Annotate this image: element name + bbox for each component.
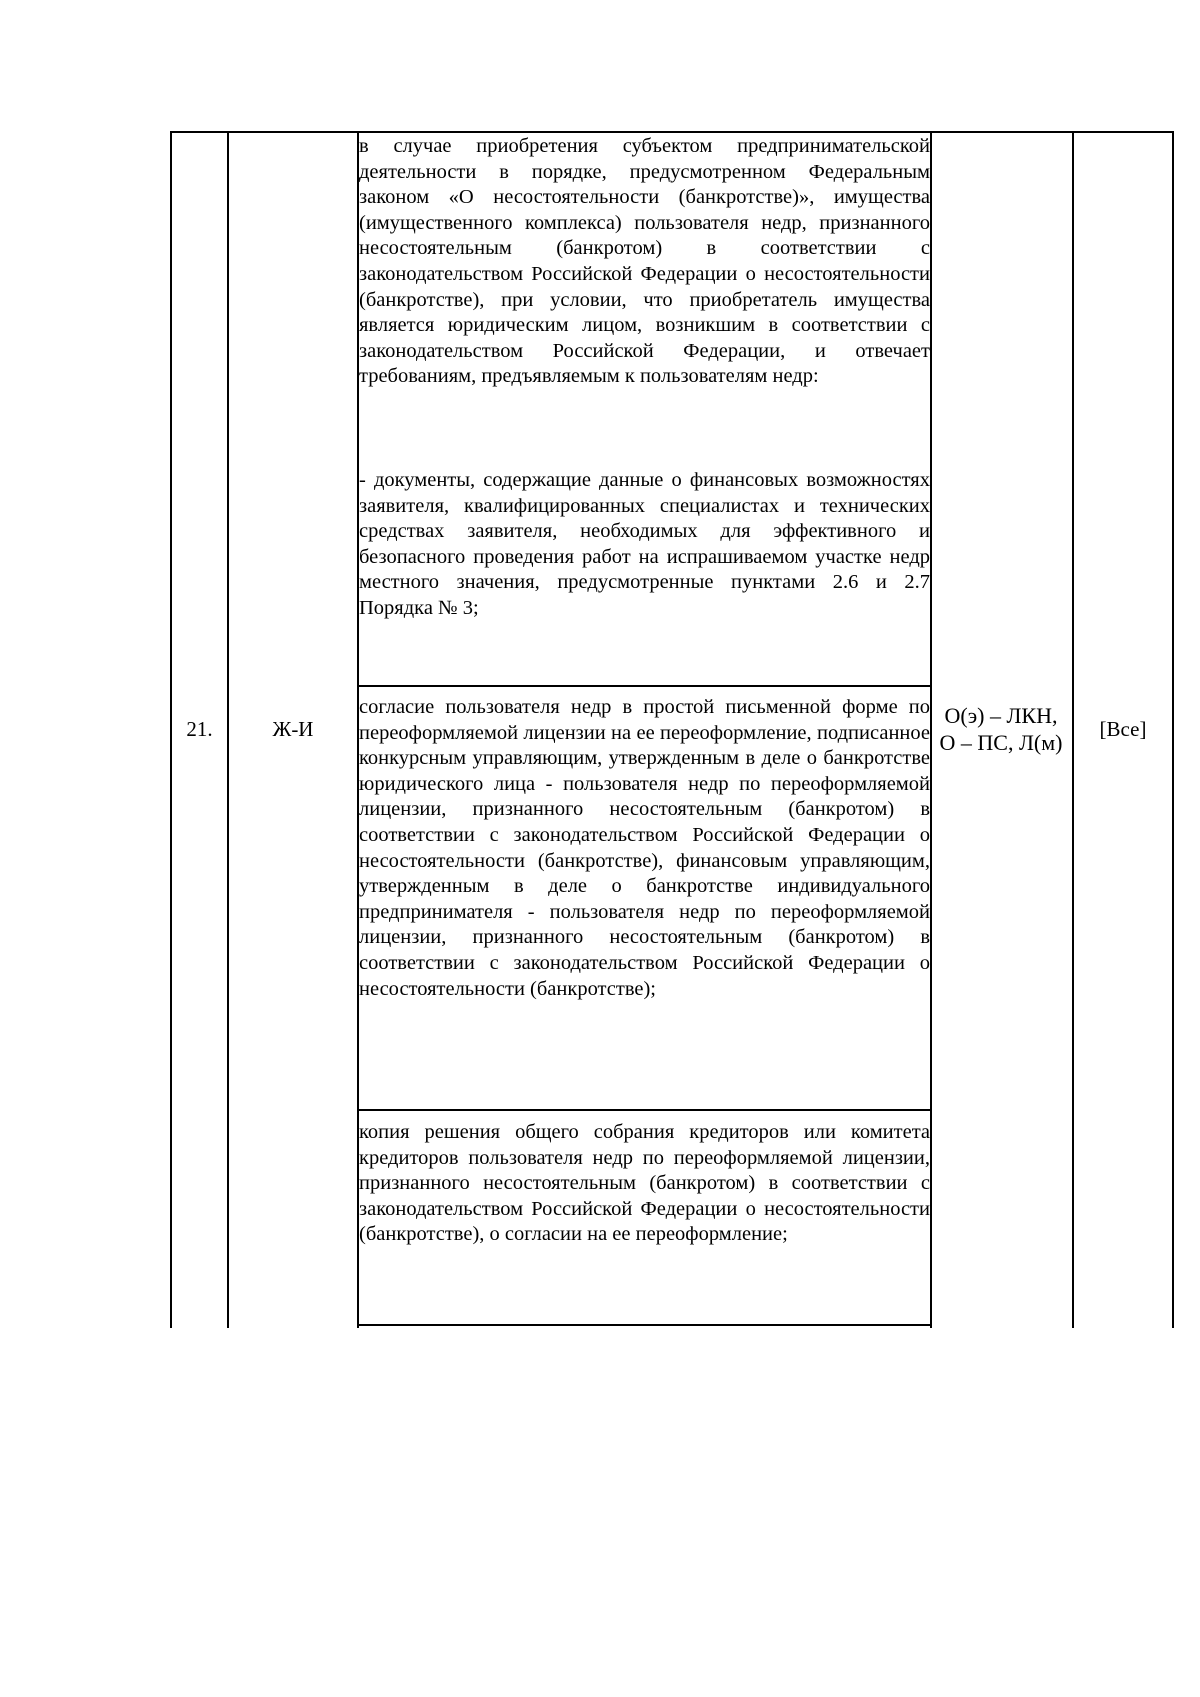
form-code-line-1: О(э) – ЛКН, [944, 703, 1058, 728]
description-creditors-decision: копия решения общего собрания кредиторов или комитета кредиторов пользователя недр по переоформляемой лицензии, признанного несостоятельным (банкротом) в соответствии с законодательством Российской Федерации о несостоятельности (банкротстве), о согласии на ее переоформление; [359, 1121, 930, 1246]
subcell-divider-2 [357, 1109, 932, 1111]
row-number: 21. [186, 717, 213, 741]
row-code: Ж-И [272, 717, 314, 741]
description-user-consent: согласие пользователя недр в простой письменной форме по переоформляемой лицензии на ее переоформление, подписанное конкурсным управляющим, утвержденным в деле о банкротстве юридического лица - пользователя недр по переоформляемой лицензии, признанного несостоятельным (банкротом) в соответствии с законодательством Российской Федерации о несостоятельности (банкротстве), финансовым управляющим, утвержденным в деле о банкротстве индивидуального предпринимателя - пользователя недр по переоформляемой лицензии, признанного несостоятельным (банкротом) в соответствии с законодательством Российской Федерации о несостоятельности (банкротстве); [359, 696, 930, 1000]
col-border-6 [1172, 131, 1174, 1328]
applies-to: [Все] [1099, 717, 1147, 741]
description-financial-documents: - документы, содержащие данные о финансовых возможностях заявителя, квалифицированных специалистах и технических средствах заявителя, необходимых для эффективного и безопасного проведения работ на испрашиваемом участке недр местного значения, предусмотренные пунктами 2.6 и 2.7 Порядка № 3; [359, 469, 930, 619]
form-code-line-2: О – ПС, Л(м) [939, 730, 1063, 755]
subcell-divider-1 [357, 685, 932, 687]
description-condition: в случае приобретения субъектом предпринимательской деятельности в порядке, предусмотренном Федеральным законом «О несостоятельности (банкротстве)», имущества (имущественного комплекса) пользователя недр, признанного несостоятельным (банкротом) в соответствии с законодательством Российской Федерации о несостоятельности (банкротстве), при условии, что приобретатель имущества является юридическим лицом, возникшим в соответствии с законодательством Российской Федерации, и отвечает требованиям, предъявляемым к пользователям недр: [359, 135, 930, 388]
form-code [930, 702, 1072, 756]
subcell-bottom-border [357, 1324, 932, 1326]
table-top-border [170, 131, 1174, 133]
